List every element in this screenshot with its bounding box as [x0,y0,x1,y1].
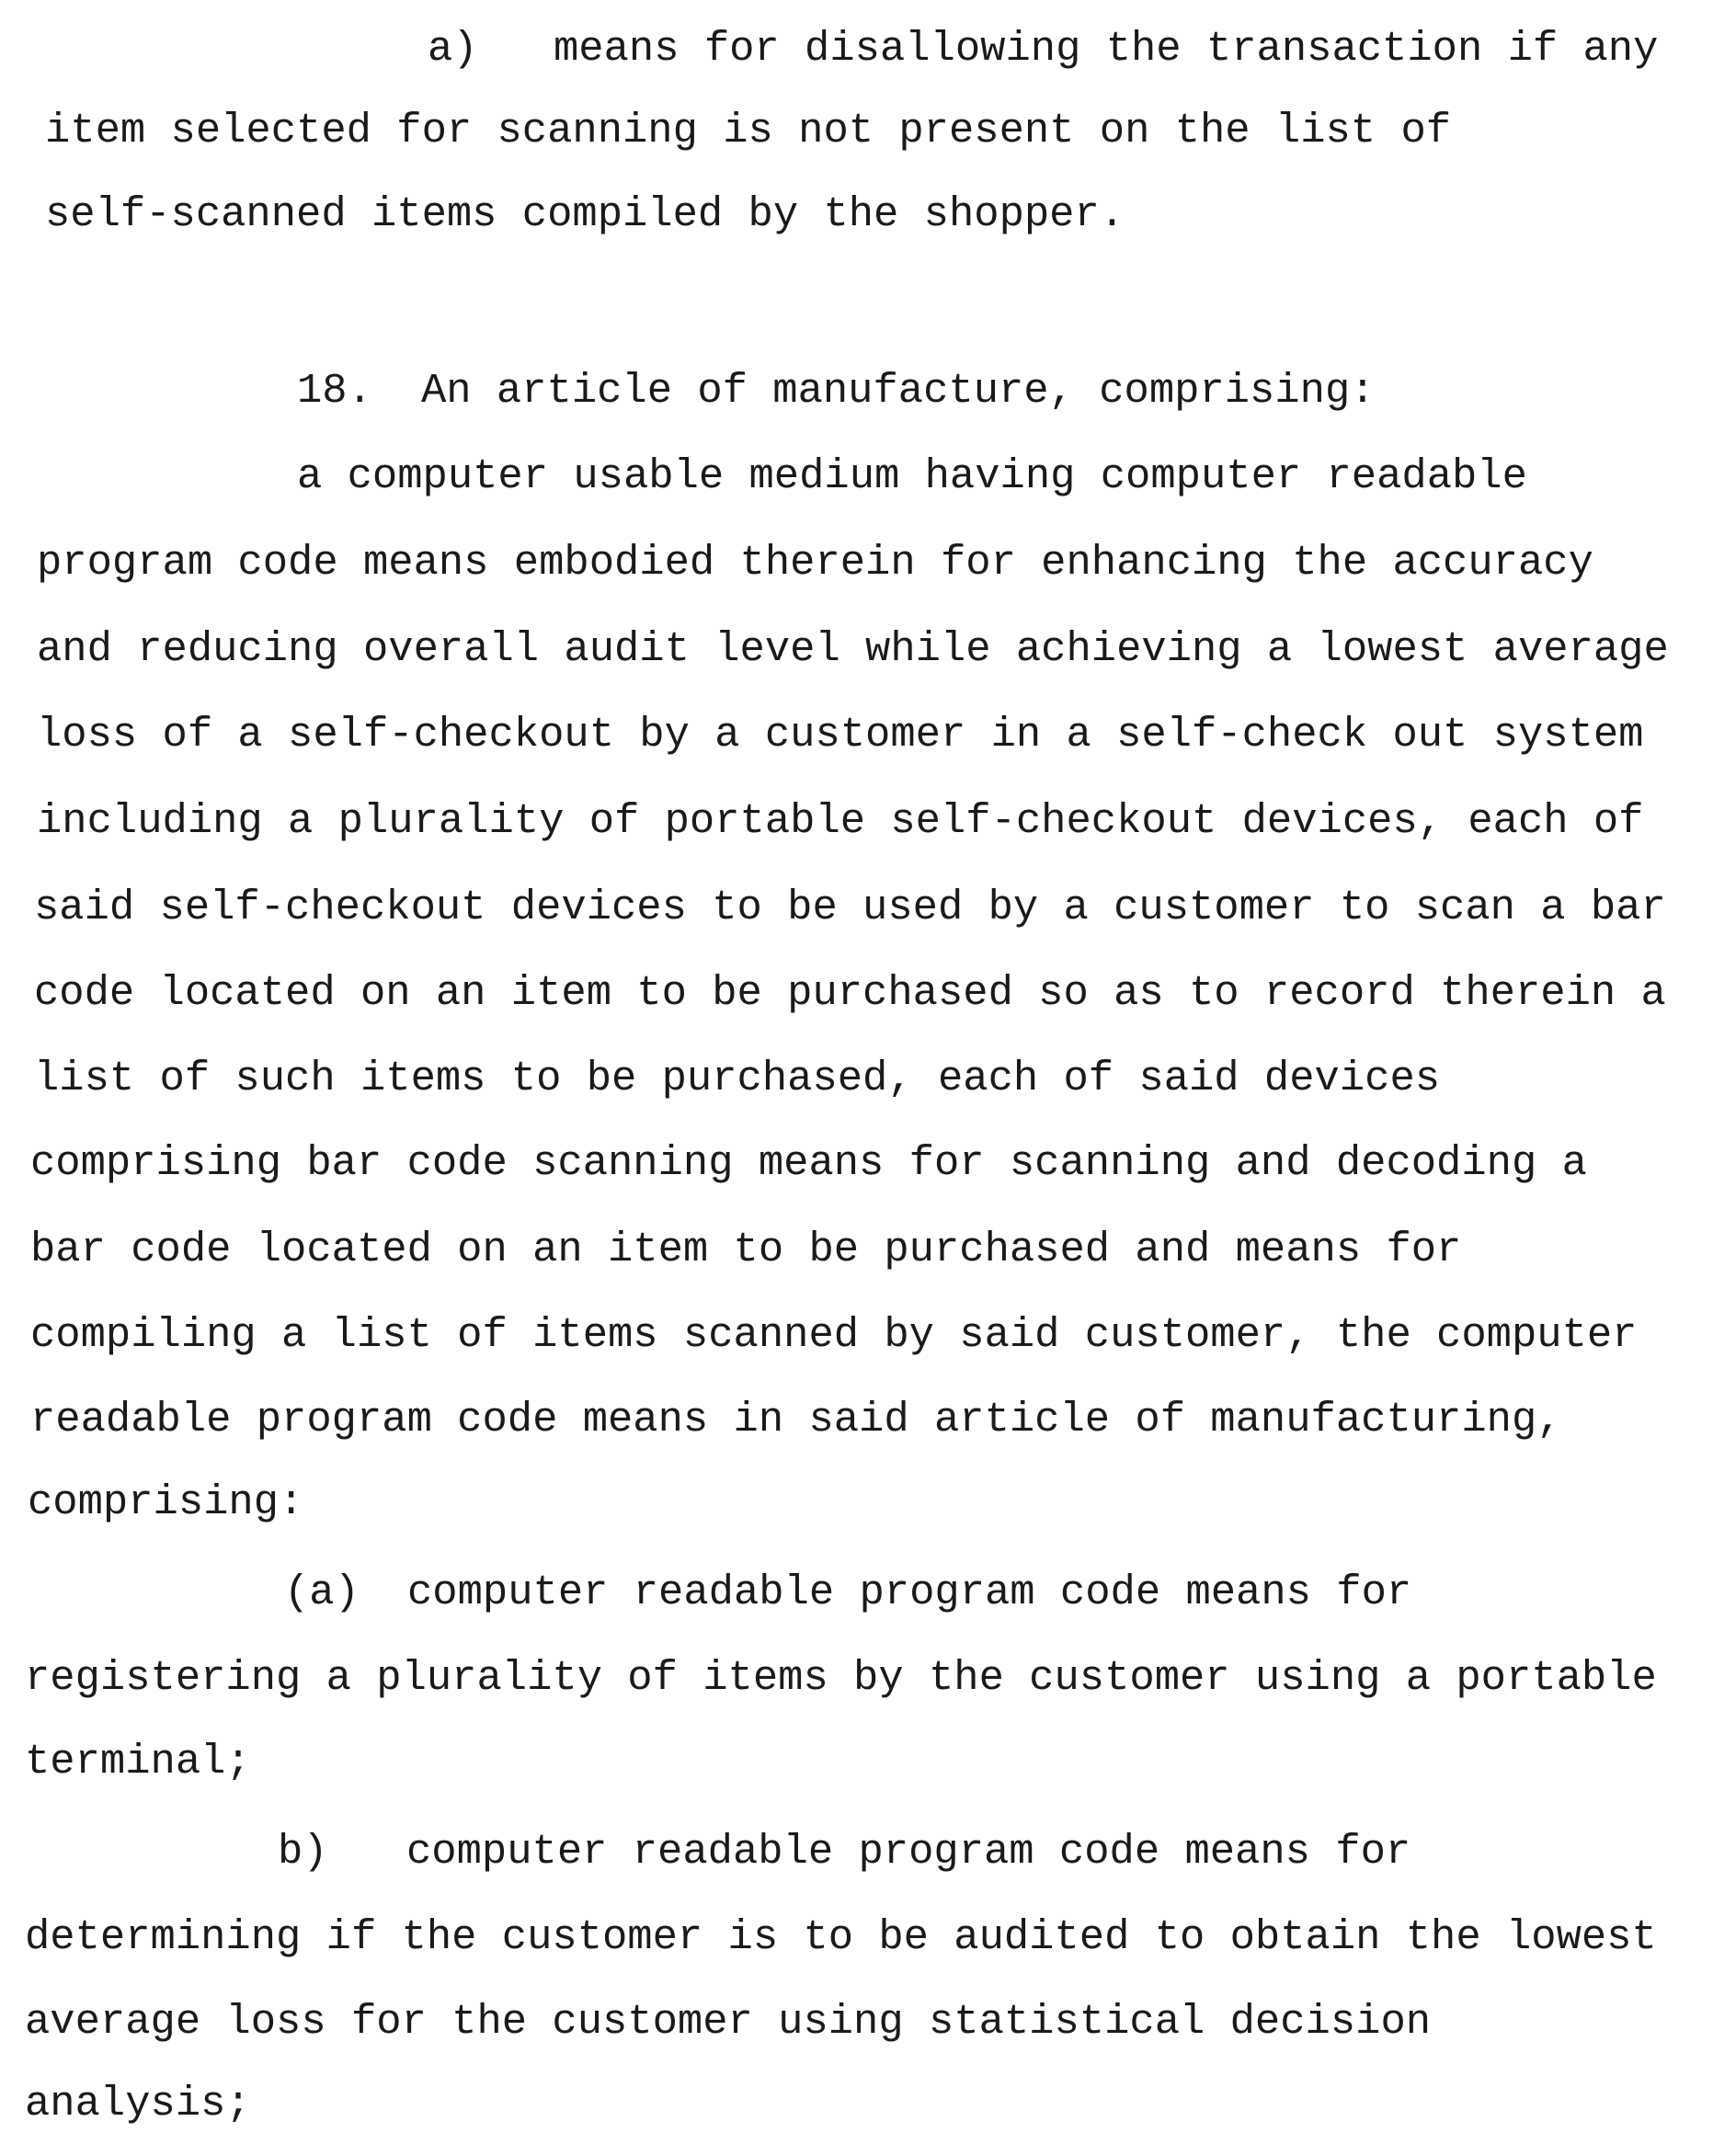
text-line: readable program code means in said article of manufacturing, [30,1394,1562,1445]
text-line: terminal; [25,1736,251,1787]
text-line: item selected for scanning is not present on the list of [45,105,1451,156]
claim-item-marker: (a) [284,1567,360,1618]
text-line: loss of a self-checkout by a customer in a self-check out system [37,709,1643,760]
claim-preamble: An article of manufacture, comprising: [421,365,1376,416]
text-line: average loss for the customer using statistical decision [25,1996,1431,2047]
text-line: code located on an item to be purchased so as to record therein a [34,967,1666,1019]
text-line: computer readable program code means for [406,1826,1410,1877]
claim-item-marker: b) [278,1826,328,1877]
text-line: program code means embodied therein for enhancing the accuracy [37,537,1593,588]
text-line: determining if the customer is to be audited to obtain the lowest [25,1911,1657,1963]
text-line: registering a plurality of items by the customer using a portable [25,1652,1657,1704]
text-line: including a plurality of portable self-checkout devices, each of [37,795,1643,847]
claim-item-marker: a) [428,23,478,74]
text-line: self-scanned items compiled by the shopper. [45,188,1125,240]
text-line: analysis; [25,2078,251,2129]
text-line: computer readable program code means for [407,1567,1411,1618]
text-line: compiling a list of items scanned by said customer, the computer [30,1309,1637,1361]
text-line: list of such items to be purchased, each of said devices [34,1053,1440,1104]
text-line: bar code located on an item to be purchased and means for [30,1224,1461,1275]
text-line: said self-checkout devices to be used by a customer to scan a bar [34,882,1666,933]
text-line: means for disallowing the transaction if any [554,23,1658,74]
text-line: a computer usable medium having computer readable [297,451,1527,502]
text-line: comprising bar code scanning means for scanning and decoding a [30,1137,1587,1189]
text-line: and reducing overall audit level while achieving a lowest average [37,623,1669,675]
claim-number: 18. [297,365,372,416]
text-line: comprising: [28,1477,303,1528]
